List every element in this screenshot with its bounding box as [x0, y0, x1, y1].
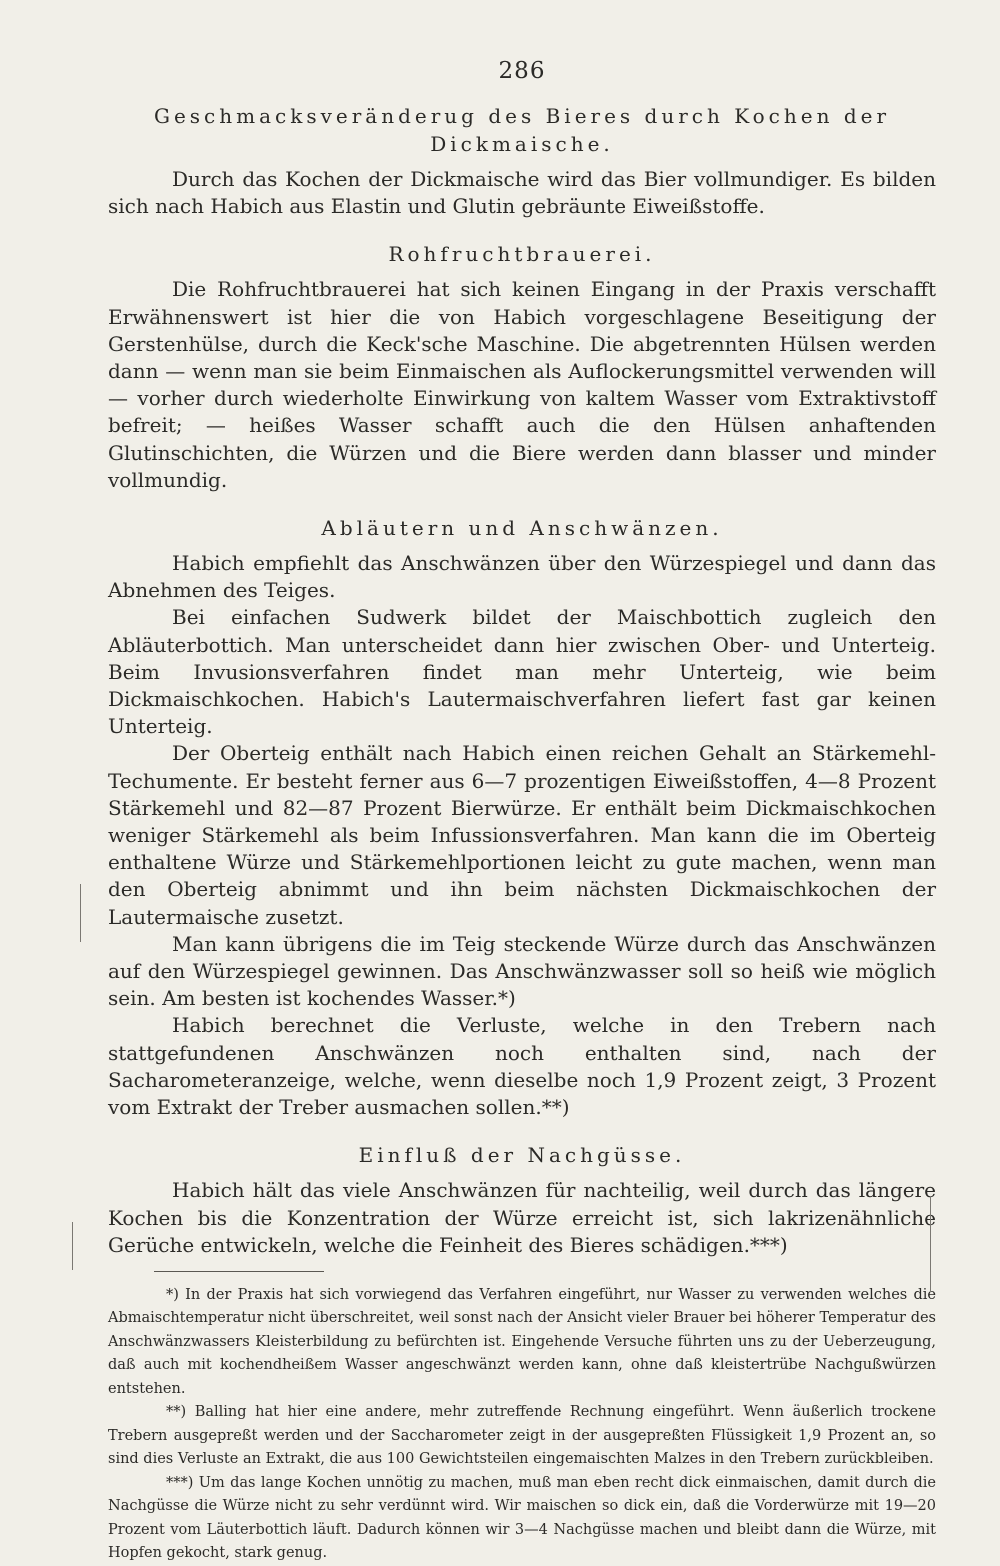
paragraph: Der Oberteig enthält nach Habich einen reichen Gehalt an Stärkemehl-Techumente. Er besteht ferner aus 6—7 prozentigen Eiweißstoffen, 4—8 Prozent Stärkemehl und 82—87 Prozent Bierwürze. Er enthält beim Dickmaischkochen weniger Stärkemehl als beim Infussionsverfahren. Man kann die im Oberteig enthaltene Würze und Stärkemehlportionen leicht zu gute machen, wenn man den Oberteig abnimmt und ihn beim nächsten Dickmaischkochen der Lautermaische zusetzt. — [108, 741, 936, 929]
footnote: *) In der Praxis hat sich vorwiegend das Verfahren eingeführt, nur Wasser zu verwenden welches die Abmaischtemperatur nicht überschreitet, weil sonst nach der Ansicht vieler Brauer bei höherer Temperatur des Anschwänzwassers Kleisterbildung zu befürchten ist. Eingehende Versuche führten uns zu der Ueberzeugung, daß auch mit kochendheißem Wasser angeschwänzt werden kann, ohne daß kleistertrübe Nachgußwürzen entstehen. — [108, 1286, 936, 1397]
paragraph: Die Rohfruchtbrauerei hat sich keinen Eingang in der Praxis verschafft Erwähnenswert ist hier die von Habich vorgeschlagene Beseitigung der Gerstenhülse, durch die Keck'sche Maschine. Die abgetrennten Hülsen werden dann — wenn man sie beim Einmaischen als Auflockerungsmittel verwenden will — vorher durch wiederholte Einwirkung von kaltem Wasser vom Extraktivstoff befreit; — heißes Wasser schafft auch die den Hülsen anhaftenden Glutinschichten, die Würzen und die Biere werden dann blasser und minder vollmundig. — [108, 277, 936, 492]
footnote: ***) Um das lange Kochen unnötig zu machen, muß man eben recht dick einmaischen, damit durch die Nachgüsse die Würze nicht zu sehr verdünnt wird. Wir maischen so dick ein, daß die Vorderwürze mit 19—20 Prozent vom Läuterbottich läuft. Dadurch können wir 3—4 Nachgüsse machen und bleibt dann die Würze, mit Hopfen gekocht, stark genug. — [108, 1474, 936, 1562]
paragraph: Bei einfachen Sudwerk bildet der Maischbottich zugleich den Abläuterbottich. Man unterscheidet dann hier zwischen Ober- und Unterteig. Beim Invusionsverfahren findet man mehr Unterteig, wie beim Dickmaischkochen. Habich's Lautermaischverfahren liefert fast gar keinen Unterteig. — [108, 605, 936, 739]
paragraph: Habich berechnet die Verluste, welche in den Trebern nach stattgefundenen Anschwänzen noch enthalten sind, nach der Sacharometeranzeige, welche, wenn dieselbe noch 1,9 Prozent zeigt, 3 Prozent vom Extrakt der Treber ausmachen sollen.**) — [108, 1013, 936, 1120]
section-heading-taste-change: Geschmacksveränderug des Bieres durch Kochen der Dickmaische. — [153, 104, 891, 156]
paragraph: Habich hält das viele Anschwänzen für nachteilig, weil durch das längere Kochen bis die Konzentration der Würze erreicht ist, sich lakrizenähnliche Gerüche entwickeln, welche die Feinheit des Bieres schädigen.***) — [108, 1178, 936, 1257]
section-heading-lautering-sparging: Abläutern und Anschwänzen. — [321, 516, 723, 541]
paragraph: Durch das Kochen der Dickmaische wird das Bier vollmundiger. Es bilden sich nach Habich aus Elastin und Glutin gebräunte Eiweißstoffe. — [108, 167, 936, 219]
footnote-divider — [154, 1271, 324, 1272]
section-heading-influence-of-sparges: Einfluß der Nachgüsse. — [358, 1143, 686, 1168]
margin-pencil-mark — [80, 884, 81, 942]
footnote: **) Balling hat hier eine andere, mehr zutreffende Rechnung eingeführt. Wenn äußerlich trockene Trebern ausgepreßt werden und der Saccharometer zeigt in der ausgepreßten Flüssigkeit 1,9 Prozent an, so sind dies Verluste an Extrakt, die aus 100 Gewichtsteilen eingemaischten Malzes in den Trebern zurückbleiben. — [108, 1404, 936, 1468]
section-heading-raw-grain-brewing: Rohfruchtbrauerei. — [388, 242, 656, 267]
margin-pencil-mark — [930, 1196, 931, 1292]
paragraph: Habich empfiehlt das Anschwänzen über den Würzespiegel und dann das Abnehmen des Teiges. — [108, 551, 936, 603]
margin-pencil-mark — [72, 1222, 73, 1270]
book-page — [108, 58, 936, 1566]
paragraph: Man kann übrigens die im Teig steckende Würze durch das Anschwänzen auf den Würzespiegel gewinnen. Das Anschwänzwasser soll so heiß wie möglich sein. Am besten ist kochendes Wasser.*) — [108, 931, 936, 1011]
page-number: 286 — [498, 58, 546, 84]
